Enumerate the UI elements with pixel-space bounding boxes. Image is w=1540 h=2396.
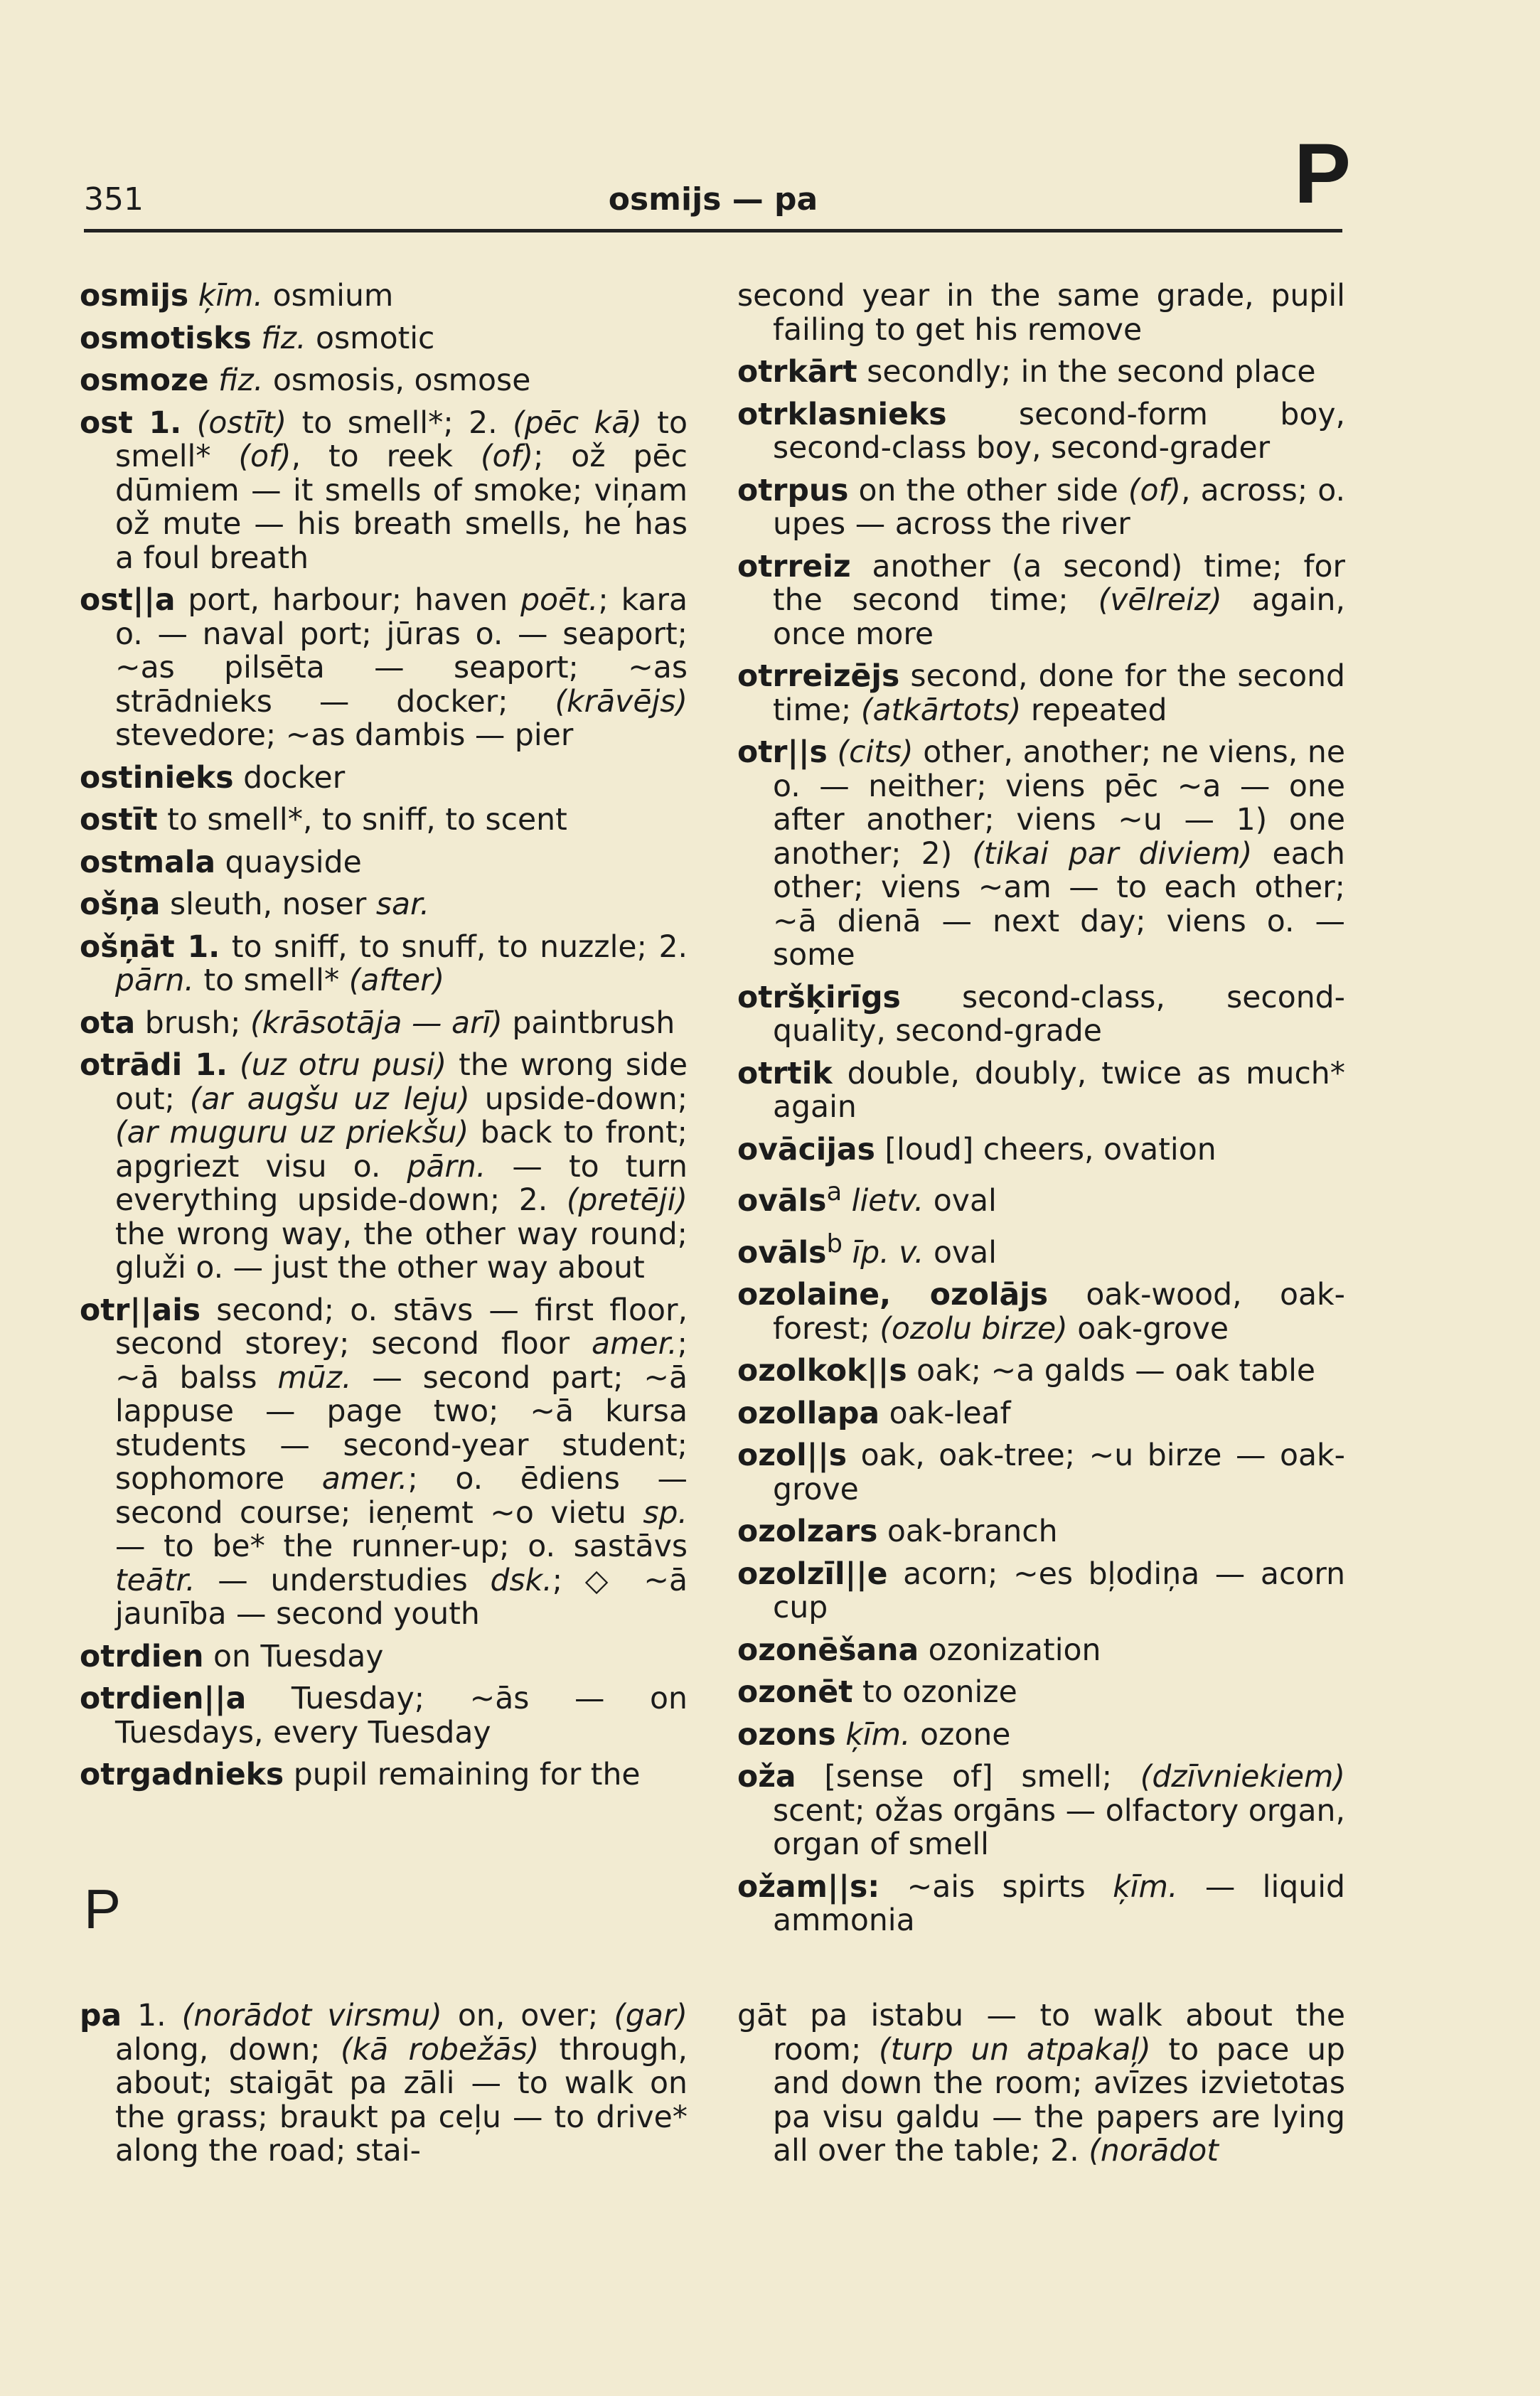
dictionary-entry: otršķirīgs second-class, second-quality, second-grade (737, 980, 1345, 1049)
dictionary-entry: osmoze fiz. osmosis, osmose (80, 363, 531, 398)
page-number: 351 (84, 181, 144, 218)
header-rule (84, 229, 1342, 232)
dictionary-entry: otrādi 1. (uz otru pusi) the wrong side out; (ar augšu uz leju) upside-down; (ar muguru uz priekšu) back to front; apgriezt visu o. pārn. — to turn everything upside-down; 2. (pretēji) the wrong way, the other way round; gluži o. — just the other way about (80, 1048, 688, 1285)
section-heading-p: P (84, 1878, 122, 1940)
dictionary-entry: ošņa sleuth, noser sar. (80, 887, 430, 922)
column-left-p (80, 1999, 688, 2177)
dictionary-entry: ozons ķīm. ozone (737, 1717, 1011, 1753)
dictionary-entry: pa 1. (norādot virsmu) on, over; (gar) along, down; (kā robežās) through, about; staigāt pa zāli — to walk on the grass; braukt pa ceļu — to drive* along the road; stai- (80, 1999, 688, 2168)
dictionary-entry: otrdien on Tuesday (80, 1639, 384, 1674)
dictionary-entry: otrgadnieks pupil remaining for the (80, 1758, 641, 1792)
dictionary-entry: otrkārt secondly; in the second place (737, 355, 1316, 390)
dictionary-entry: ošņāt 1. to sniff, to snuff, to nuzzle; 2. pārn. to smell* (after) (80, 929, 688, 998)
dictionary-entry: osmijs ķīm. osmium (80, 279, 394, 314)
dictionary-entry: ozolzars oak-branch (737, 1514, 1058, 1550)
page-header (84, 171, 1342, 228)
dictionary-entry: ožam||s: ~ais spirts ķīm. — liquid ammonia (737, 1869, 1345, 1939)
dictionary-entry: otrpus on the other side (of), across; o. upes — across the river (737, 473, 1345, 542)
dictionary-entry: ota brush; (krāsotāja — arī) paintbrush (80, 1005, 675, 1041)
running-head: osmijs — pa (608, 181, 818, 218)
dictionary-entry: ozolkok||s oak; ~a galds — oak table (737, 1354, 1316, 1389)
dictionary-entry: osmotisks fiz. osmotic (80, 321, 435, 356)
dictionary-entry: ozolzīl||e acorn; ~es bļodiņa — acorn cup (737, 1556, 1345, 1626)
dictionary-entry: ozolaine, ozolājs oak-wood, oak-forest; (ozolu birze) oak-grove (737, 1278, 1345, 1347)
dictionary-entry: ost 1. (ostīt) to smell*; 2. (pēc kā) to smell* (of), to reek (of); ož pēc dūmiem — it smells of smoke; viņam ož mute — his breath smells, he has a foul breath (80, 405, 688, 576)
dictionary-entry: otrklasnieks second-form boy, second-class boy, second-grader (737, 397, 1345, 466)
dictionary-entry: second year in the same grade, pupil failing to get his remove (737, 279, 1345, 348)
dictionary-entry: ovācijas [loud] cheers, ovation (737, 1132, 1217, 1167)
dictionary-entry: gāt pa istabu — to walk about the room; (turp un atpakaļ) to pace up and down the room; avīzes izvietotas pa visu galdu — the papers are lying all over the table; 2. (norādot (737, 1999, 1345, 2168)
section-letter-tab: P (1294, 126, 1352, 221)
dictionary-entry: ost||a port, harbour; haven poēt.; kara o. — naval port; jūras o. — seaport; ~as pilsēta — seaport; ~as strādnieks — docker; (krāvējs) stevedore; ~as dambis — pier (80, 583, 688, 753)
dictionary-entry: ostīt to smell*, to sniff, to scent (80, 803, 567, 838)
dictionary-entry: ozonēt to ozonize (737, 1675, 1017, 1711)
dictionary-entry: otrtik double, doubly, twice as much* again (737, 1056, 1345, 1125)
dictionary-entry: ozollapa oak-leaf (737, 1396, 1011, 1431)
dictionary-entry: otrreiz another (a second) time; for the second time; (vēlreiz) again, once more (737, 549, 1346, 652)
column-right-p (737, 1999, 1345, 2177)
column-left (80, 279, 688, 1801)
dictionary-entry: otr||ais second; o. stāvs — first floor, second storey; second floor amer.; ~ā balss mūz. — second part; ~ā lappuse — page two; ~ā kursa students — second-year student; sophomore amer.; o. ēdiens — second course; ieņemt ~o vietu sp. — to be* the runner-up; o. sastāvs teātr. — understudies dsk.; ◇ ~ā jaunība — second youth (80, 1293, 688, 1632)
dictionary-entry: otrreizējs second, done for the second time; (atkārtots) repeated (737, 659, 1345, 728)
dictionary-entry: ostmala quayside (80, 845, 362, 880)
dictionary-entry: oža [sense of] smell; (dzīvniekiem) scent; ožas orgāns — olfactory organ, organ of smell (737, 1760, 1345, 1863)
dictionary-entry: otrdien||a Tuesday; ~ās — on Tuesdays, every Tuesday (80, 1681, 688, 1750)
dictionary-entry: ovāls$^b$ īp. v. oval (737, 1229, 997, 1271)
dictionary-entry: ozol||s oak, oak-tree; ~u birze — oak-grove (737, 1438, 1345, 1507)
dictionary-entry: otr||s (cits) other, another; ne viens, ne o. — neither; viens pēc ~a — one after another; viens ~u — 1) one another; 2) (tikai par diviem) each other; viens ~am — to each other; ~ā dienā — next day; viens o. — some (737, 735, 1345, 973)
dictionary-entry: ostinieks docker (80, 760, 346, 796)
column-right (737, 279, 1345, 1947)
dictionary-entry: ovāls$^a$ lietv. oval (737, 1177, 997, 1219)
dictionary-entry: ozonēšana ozonization (737, 1632, 1101, 1668)
